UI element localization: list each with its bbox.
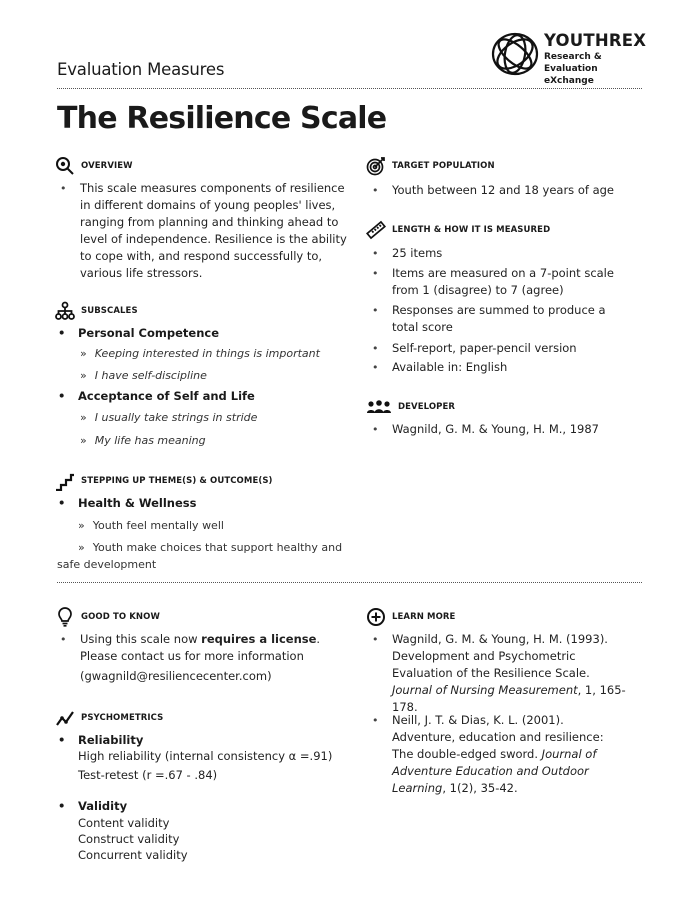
theme-item	[58, 496, 196, 510]
reference-item	[372, 631, 627, 716]
stairs-icon	[55, 471, 75, 491]
subscale-item-text: I usually take strings in stride	[94, 411, 258, 424]
good-to-know-post: . Please contact us for more information	[80, 632, 321, 663]
reliability-line: High reliability (internal consistency α =.91)	[78, 749, 333, 763]
bullet: •	[60, 182, 67, 195]
length-text: 25 items	[392, 246, 443, 260]
reference-authors-title: Wagnild, G. M. & Young, H. M. (1993). Development and Psychometric Evaluation of the Resilience Scale.	[392, 632, 608, 680]
reference-authors-title: Neill, J. T. & Dias, K. L. (2001). Adventure, education and resilience: The double-edged sword.	[392, 713, 604, 761]
outcome-item: » Youth feel mentally well	[78, 519, 224, 532]
outcome-text: Youth make choices that support healthy and	[92, 541, 343, 554]
target-text: Youth between 12 and 18 years of age	[392, 183, 614, 197]
reliability-line: Test-retest (r =.67 - .84)	[78, 768, 218, 782]
length-heading-label: LENGTH & HOW IT IS MEASURED	[392, 225, 551, 235]
length-item	[372, 359, 642, 376]
subscale-name: Acceptance of Self and Life	[78, 389, 255, 403]
bullet: •	[58, 733, 66, 747]
target-heading-label: TARGET POPULATION	[392, 161, 495, 171]
length-item	[372, 302, 622, 336]
subscale-item: » Keeping interested in things is important	[80, 347, 320, 360]
subscales-heading-label: SUBSCALES	[81, 306, 138, 316]
magnifier-eye-icon	[55, 156, 75, 176]
bullet: •	[372, 423, 379, 436]
trend-line-icon	[55, 708, 75, 728]
lightbulb-icon	[55, 607, 75, 627]
logo-tagline-line1: Research &	[544, 52, 602, 62]
reliability-label-text: Reliability	[78, 733, 144, 747]
subscale-item-text: I have self-discipline	[94, 369, 207, 382]
validity-label	[58, 799, 127, 813]
outcome-item: » Youth make choices that support healthy and	[78, 541, 343, 554]
target-icon	[366, 156, 386, 176]
reference-volume: , 1, 165-178.	[392, 683, 626, 714]
plus-circle-icon	[366, 607, 386, 627]
length-item	[372, 340, 642, 357]
validity-label-text: Validity	[78, 799, 128, 813]
reference-text	[392, 712, 627, 797]
bullet: •	[372, 633, 379, 646]
license-required-text: requires a license	[201, 632, 317, 646]
good-to-know-item	[60, 631, 335, 665]
length-text: Self-report, paper-pencil version	[392, 341, 577, 355]
length-heading	[366, 220, 550, 240]
good-to-know-pre: Using this scale now	[80, 632, 202, 646]
good-to-know-text	[80, 631, 335, 665]
subscale-item: » I have self-discipline	[80, 369, 207, 382]
journal-name: Journal of Adventure Education and Outdoor Learning	[392, 747, 597, 795]
journal-name: Journal of Nursing Measurement	[392, 683, 578, 697]
reference-text	[392, 631, 627, 716]
subscale-item: » I usually take strings in stride	[80, 411, 258, 424]
length-text: Available in: English	[392, 360, 508, 374]
psychometrics-heading-label: PSYCHOMETRICS	[81, 713, 164, 723]
target-heading	[366, 156, 495, 176]
section-divider	[57, 582, 642, 583]
people-icon	[366, 397, 392, 417]
stepping-up-heading-label: STEPPING UP THEME(S) & OUTCOME(S)	[81, 476, 273, 486]
length-text: Responses are summed to produce a total score	[392, 303, 606, 334]
reference-item	[372, 712, 627, 797]
youthrex-logo	[490, 27, 650, 86]
learn-more-heading	[366, 607, 455, 627]
subscale-item: » My life has meaning	[80, 434, 206, 447]
validity-line: Concurrent validity	[78, 848, 188, 862]
developer-heading	[366, 397, 455, 417]
subscale-item-text: Keeping interested in things is important	[94, 347, 320, 360]
developer-heading-label: DEVELOPER	[398, 402, 456, 412]
bullet: •	[372, 361, 379, 374]
good-to-know-heading	[55, 607, 160, 627]
bullet: •	[372, 304, 379, 317]
outcome-item-continued: safe development	[57, 558, 157, 571]
outcome-text: Youth feel mentally well	[92, 519, 224, 532]
bullet: •	[58, 326, 66, 340]
overview-text: This scale measures components of resilience in different domains of young peoples' lives, ranging from planning and thinking ahead to level of independence. Resilience is the ability to cope with, and respond successfully to, various life stressors.	[80, 181, 347, 280]
bullet: •	[372, 184, 379, 197]
psychometrics-heading	[55, 708, 163, 728]
subscales-heading	[55, 301, 138, 321]
theme-name: Health & Wellness	[78, 496, 197, 510]
overview-heading	[55, 156, 133, 176]
validity-line: Construct validity	[78, 832, 180, 846]
overview-heading-label: OVERVIEW	[81, 161, 133, 171]
subscale-group	[58, 389, 255, 403]
subscale-group	[58, 326, 219, 340]
stepping-up-heading	[55, 471, 273, 491]
reliability-label	[58, 733, 143, 747]
series-title: Evaluation Measures	[57, 60, 225, 79]
length-text: Items are measured on a 7-point scale from 1 (disagree) to 7 (agree)	[392, 266, 614, 297]
logo-name: YOUTHREX	[544, 31, 647, 50]
learn-more-heading-label: LEARN MORE	[392, 612, 456, 622]
bullet: •	[372, 247, 379, 260]
bullet: •	[372, 342, 379, 355]
hierarchy-icon	[55, 301, 75, 321]
developer-item	[372, 421, 642, 438]
logo-tagline-line2: Evaluation eXchange	[544, 64, 598, 86]
globe-logo-icon	[490, 27, 540, 81]
bullet: •	[372, 714, 379, 727]
good-to-know-heading-label: GOOD TO KNOW	[81, 612, 160, 622]
bullet: •	[372, 267, 379, 280]
contact-email: (gwagnild@resiliencecenter.com)	[80, 669, 272, 683]
validity-line: Content validity	[78, 816, 170, 830]
subscale-item-text: My life has meaning	[94, 434, 206, 447]
bullet: •	[58, 496, 66, 510]
bullet: •	[58, 799, 66, 813]
length-item	[372, 265, 622, 299]
page-title: The Resilience Scale	[57, 101, 387, 136]
header-divider	[57, 88, 642, 89]
bullet: •	[60, 633, 67, 646]
developer-text: Wagnild, G. M. & Young, H. M., 1987	[392, 422, 599, 436]
ruler-icon	[366, 220, 386, 240]
reference-volume: , 1(2), 35-42.	[442, 781, 518, 795]
logo-tagline	[544, 51, 650, 87]
length-item	[372, 245, 642, 262]
bullet: •	[58, 389, 66, 403]
target-item	[372, 182, 642, 199]
overview-item	[60, 180, 350, 282]
subscale-name: Personal Competence	[78, 326, 219, 340]
